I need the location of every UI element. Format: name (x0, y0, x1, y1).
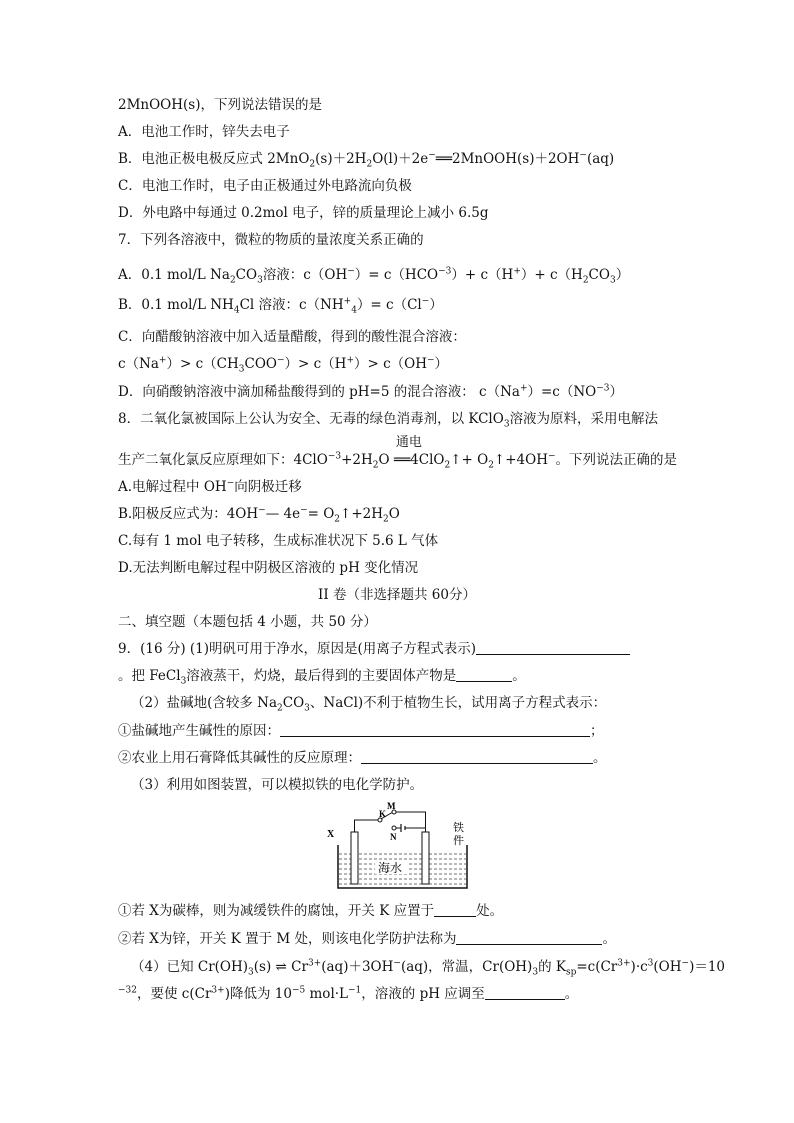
q8-reaction: 生产二氧化氯反应原理如下：$4ClO^{-3}+2H_2O$ 通电 ══4ClO$_2$↑+ $O_2↑+4OH^-$。下列说法正确的是 (118, 435, 678, 471)
contact-n (392, 826, 396, 830)
question-8: 8．二氧化氯被国际上公认为安全、无毒的绿色消毒剂，以 KClO$_3$溶液为原料，采用电解法 (118, 411, 659, 430)
q9-part1b: 。把 FeCl$_3$溶液蒸干，灼烧，最后得到的主要固体产物是 。 (118, 668, 526, 687)
part-heading: 二、填空题（本题包括 4 小题，共 50 分） (118, 614, 377, 630)
answer-blank[interactable] (434, 902, 476, 917)
electrochemical-apparatus (325, 800, 475, 892)
label-k: K (379, 809, 387, 819)
question-9: 9．(16 分) (1)明矾可用于净水，原因是(用离子方程式表示) (118, 640, 630, 658)
label-piece: 件 (453, 834, 464, 847)
label-iron: 铁 (453, 821, 464, 834)
q9-part3: （3）利用如图装置，可以模拟铁的电化学防护。 (131, 777, 424, 793)
q9-part3-1: ①若 X为碳棒，则为减缓铁件的腐蚀，开关 K 应置于 处。 (118, 903, 504, 919)
q9-part2-1: ①盐碱地产生碱性的原因： ； (118, 723, 604, 739)
q9-part2-2: ②农业上用石膏降低其碱性的反应原理： 。 (118, 750, 607, 766)
answer-blank[interactable] (361, 749, 593, 764)
wire-right-top (395, 812, 426, 832)
q8-option-a: A.电解过程中 OH−向阴极迁移 (118, 478, 302, 495)
wire-left (355, 820, 379, 832)
option-b: B．电池正极电极反应式 $2MnO_2(s)+2H_2O(l)+2e^-══2MnOOH(s)+2OH^-(aq)$ (118, 150, 615, 170)
q8-option-b: B.阳极反应式为：4OH−— $4e^-= O_2↑+2H_2O$ (118, 505, 400, 525)
q7-option-c-expr: $c(Na^+)> c(CH_3COO^-)> c(H^+)> c(OH^-)$ (118, 355, 449, 375)
q7-option-b: B．0.1 mol/L $NH_4Cl$ 溶液：$c(NH^+_4)= c(Cl^-)$ (118, 296, 443, 316)
iron-electrode (422, 832, 429, 884)
label-seawater: 海水 (378, 861, 403, 875)
answer-blank[interactable] (476, 640, 630, 655)
q7-option-d: D．向硝酸钠溶液中滴加稀盐酸得到的 pH=5 的混合溶液： $c(Na^+)=c(NO^{-3})$ (118, 383, 624, 400)
option-c: C．电池工作时，电子由正极通过外电路流向负极 (118, 178, 412, 194)
section-title: II 卷（非选择题共 60分） (318, 587, 476, 603)
answer-blank[interactable] (456, 930, 602, 945)
q9-part4b: $^{-32}$，要使 $c(Cr^{3+})$降低为 $10^{-5}$ $mol\cdot L^{-1}$，溶液的 pH 应调至 。 (118, 985, 579, 1002)
label-x: X (327, 829, 335, 840)
label-n: N (390, 832, 397, 842)
question-7: 7．下列各溶液中，微粒的物质的量浓度关系正确的 (118, 232, 424, 248)
q9-part3-2: ②若 X为锌，开关 K 置于 M 处，则该电化学防护法称为 。 (118, 931, 616, 947)
label-m: M (387, 801, 396, 811)
answer-blank[interactable] (485, 985, 565, 1000)
q7-option-a: A．0.1 mol/L $Na_2CO_3$溶液：$c(OH^-)= c(HCO^{-3})+ c(H^+)+ c(H_2CO_3)$ (118, 266, 630, 286)
q9-part2: （2）盐碱地(含较多 $Na_2CO_3$、NaCl)不利于植物生长，试用离子方程式表示： (131, 695, 607, 714)
electrolysis-arrow: 通电 ══ (393, 435, 422, 468)
q7-option-c: C．向醋酸钠溶液中加入适量醋酸，得到的酸性混合溶液： (118, 329, 466, 345)
text-line: 2MnOOH(s)，下列说法错误的是 (118, 97, 322, 113)
answer-blank[interactable] (456, 667, 512, 682)
q8-option-d: D.无法判断电解过程中阴极区溶液的 pH 变化情况 (118, 560, 419, 576)
answer-blank[interactable] (280, 722, 590, 737)
q9-part4: （4）已知 $Cr(OH)_3(s)$ ⇌ $Cr^{3+}(aq)+3OH^-(aq)$，常温，$Cr(OH)_3$的 $K_{sp}=c(Cr^{3+})\cdot c^3(OH^-)=10$ (131, 958, 726, 978)
electrode-x (351, 832, 358, 884)
q8-option-c: C.每有 1 mol 电子转移，生成标准状况下 5.6 L 气体 (118, 533, 439, 549)
option-d: D．外电路中每通过 0.2mol 电子，锌的质量理论上减小 6.5g (118, 205, 489, 221)
option-a: A．电池工作时，锌失去电子 (118, 124, 290, 140)
